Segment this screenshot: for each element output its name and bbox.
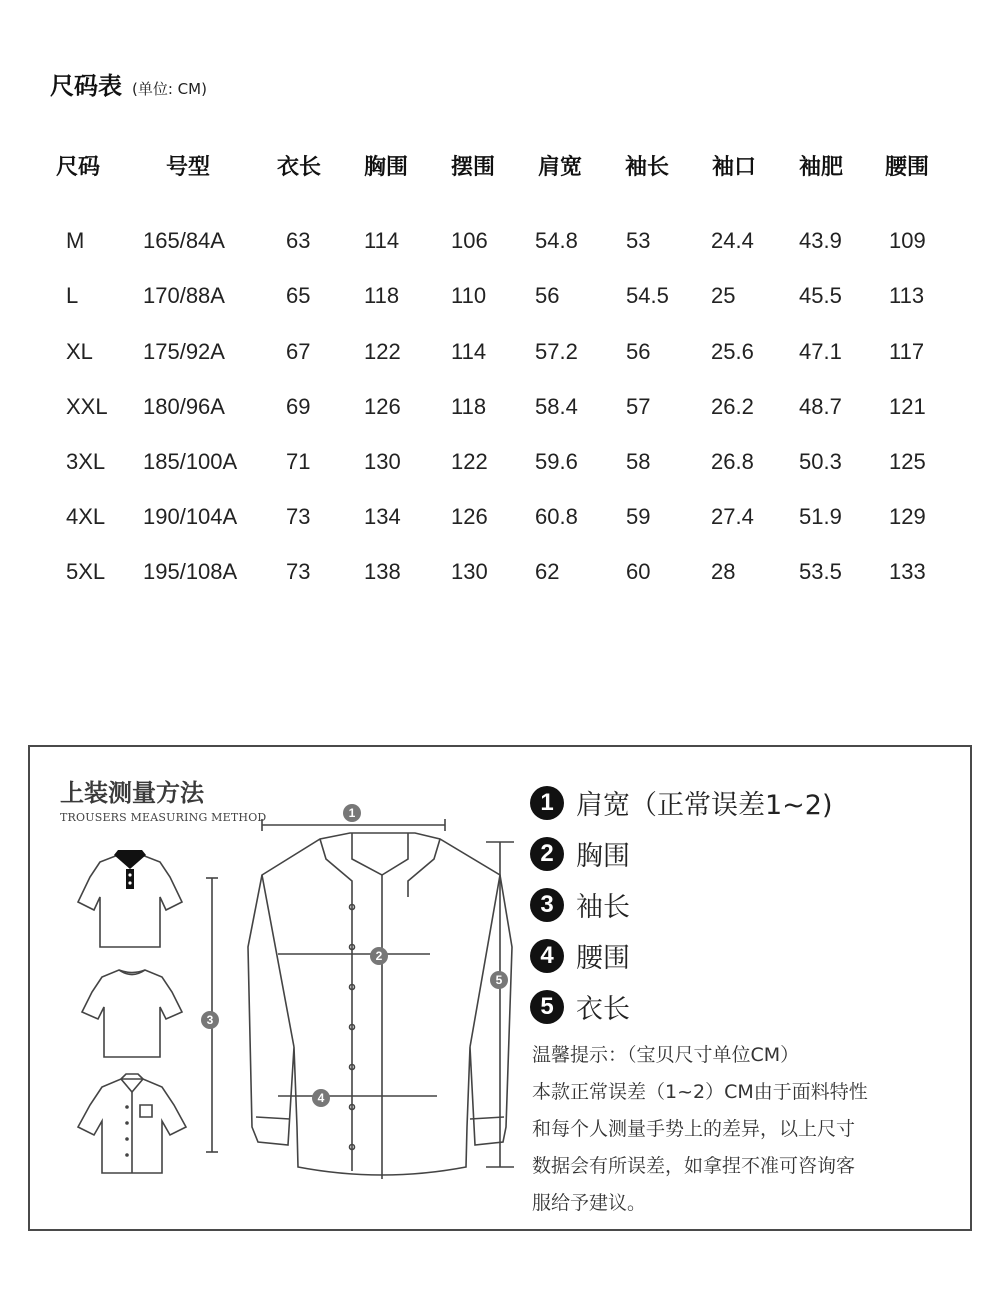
measure-title: 上装测量方法: [60, 779, 204, 807]
measure-subtitle: TROUSERS MEASURING METHOD: [60, 811, 267, 824]
polo-shirt-icon: [78, 850, 182, 947]
tips-notes: [532, 1037, 952, 1222]
table-cell: 165/84A: [143, 228, 225, 253]
table-cell: 109: [889, 228, 926, 253]
table-cell: 47.1: [799, 339, 842, 364]
size-label-cell: 4XL: [66, 504, 106, 529]
size-label-cell: 5XL: [66, 559, 106, 584]
long-sleeve-shirt-diagram: [248, 833, 512, 1179]
table-cell: 56: [535, 283, 560, 308]
table-cell: 170/88A: [143, 283, 225, 308]
table-cell: 63: [286, 228, 311, 253]
table-cell: 59: [626, 504, 651, 529]
column-header: 尺码: [56, 155, 101, 180]
svg-text:5: 5: [495, 973, 503, 987]
table-cell: 57: [626, 394, 651, 419]
marker-1: [343, 804, 361, 822]
table-cell: 45.5: [799, 283, 842, 308]
table-cell: 113: [889, 283, 925, 308]
table-cell: 122: [451, 449, 488, 474]
table-cell: 27.4: [711, 504, 754, 529]
legend-item-chest: [530, 828, 833, 879]
column-header: 号型: [166, 155, 211, 180]
table-cell: 59.6: [535, 449, 578, 474]
table-cell: 54.8: [535, 228, 578, 253]
marker-4: [312, 1089, 330, 1107]
legend-item-sleeve: [530, 879, 833, 930]
column-header: 胸围: [364, 155, 409, 180]
table-cell: 26.2: [711, 394, 754, 419]
table-cell: 122: [364, 339, 401, 364]
size-label-cell: 3XL: [66, 449, 106, 474]
table-cell: 121: [889, 394, 926, 419]
table-cell: 175/92A: [143, 339, 225, 364]
table-cell: 50.3: [799, 449, 842, 474]
number-badge: 4: [530, 939, 564, 973]
table-cell: 43.9: [799, 228, 842, 253]
legend-label: 袖长: [576, 892, 630, 923]
note-line: 温馨提示：（宝贝尺寸单位CM）: [532, 1044, 800, 1066]
column-header: 衣长: [277, 155, 322, 180]
table-cell: 138: [364, 559, 401, 584]
table-cell: 117: [889, 339, 925, 364]
number-badge: 1: [530, 786, 564, 820]
table-cell: 126: [451, 504, 488, 529]
table-cell: 130: [364, 449, 401, 474]
legend-label: 胸围: [576, 841, 630, 872]
note-line: 本款正常误差（1~2）CM由于面料特性: [532, 1081, 868, 1103]
table-cell: 185/100A: [143, 449, 238, 474]
table-cell: 125: [889, 449, 926, 474]
size-label-cell: XXL: [66, 394, 108, 419]
unit-label: (单位: CM): [132, 80, 207, 98]
table-cell: 130: [451, 559, 488, 584]
table-cell: 126: [364, 394, 401, 419]
table-cell: 73: [286, 559, 311, 584]
table-cell: 53: [626, 228, 651, 253]
page-title: 尺码表: [50, 72, 122, 100]
table-cell: 190/104A: [143, 504, 238, 529]
table-cell: 57.2: [535, 339, 578, 364]
table-cell: 129: [889, 504, 926, 529]
tshirt-icon: [82, 970, 182, 1057]
size-label-cell: M: [66, 228, 85, 253]
svg-text:4: 4: [317, 1091, 325, 1105]
table-cell: 71: [286, 449, 311, 474]
table-cell: 69: [286, 394, 311, 419]
table-cell: 114: [451, 339, 487, 364]
svg-text:3: 3: [206, 1013, 214, 1027]
table-cell: 56: [626, 339, 651, 364]
note-line: 数据会有所误差，如拿捏不准可咨询客: [532, 1155, 856, 1177]
table-cell: 195/108A: [143, 559, 238, 584]
size-label-cell: L: [66, 283, 79, 308]
table-cell: 25: [711, 283, 736, 308]
table-cell: 54.5: [626, 283, 669, 308]
legend-item-shoulder: [530, 777, 833, 828]
note-line: 服给予建议。: [532, 1192, 647, 1214]
legend-label: 衣长: [576, 994, 630, 1025]
column-header: 袖肥: [799, 155, 844, 180]
marker-5: [490, 971, 508, 989]
table-cell: 58: [626, 449, 651, 474]
marker-2: [370, 947, 388, 965]
table-cell: 118: [451, 394, 487, 419]
table-cell: 48.7: [799, 394, 842, 419]
table-cell: 65: [286, 283, 311, 308]
table-cell: 26.8: [711, 449, 754, 474]
table-cell: 60.8: [535, 504, 578, 529]
table-cell: 62: [535, 559, 560, 584]
note-line: 和每个人测量手势上的差异，以上尺寸: [532, 1118, 856, 1140]
measure-legend: [530, 777, 833, 1032]
table-cell: 114: [364, 228, 400, 253]
table-cell: 51.9: [799, 504, 842, 529]
legend-item-waist: [530, 930, 833, 981]
number-badge: 3: [530, 888, 564, 922]
table-cell: 28: [711, 559, 736, 584]
legend-label: 肩宽（正常误差1~2): [576, 790, 833, 821]
table-cell: 73: [286, 504, 311, 529]
shirt-diagram: [30, 747, 520, 1233]
table-cell: 133: [889, 559, 926, 584]
short-sleeve-shirt-icon: [78, 1074, 186, 1173]
table-cell: 180/96A: [143, 394, 225, 419]
legend-label: 腰围: [576, 943, 630, 974]
size-label-cell: XL: [66, 339, 93, 364]
table-cell: 25.6: [711, 339, 754, 364]
column-header: 摆围: [451, 155, 496, 180]
table-cell: 110: [451, 283, 487, 308]
svg-text:1: 1: [348, 806, 356, 820]
column-header: 袖口: [712, 155, 757, 180]
marker-3: [201, 1011, 219, 1029]
column-header: 肩宽: [538, 155, 583, 180]
number-badge: 2: [530, 837, 564, 871]
table-cell: 53.5: [799, 559, 842, 584]
column-header: 袖长: [625, 155, 670, 180]
table-cell: 60: [626, 559, 651, 584]
table-cell: 67: [286, 339, 311, 364]
measuring-method-panel: [28, 745, 972, 1231]
column-header: 腰围: [885, 155, 930, 180]
table-cell: 24.4: [711, 228, 754, 253]
svg-text:2: 2: [375, 949, 383, 963]
legend-item-length: [530, 981, 833, 1032]
table-cell: 106: [451, 228, 488, 253]
table-cell: 118: [364, 283, 400, 308]
table-cell: 134: [364, 504, 401, 529]
size-chart-table: [0, 0, 1000, 620]
table-cell: 58.4: [535, 394, 578, 419]
number-badge: 5: [530, 990, 564, 1024]
